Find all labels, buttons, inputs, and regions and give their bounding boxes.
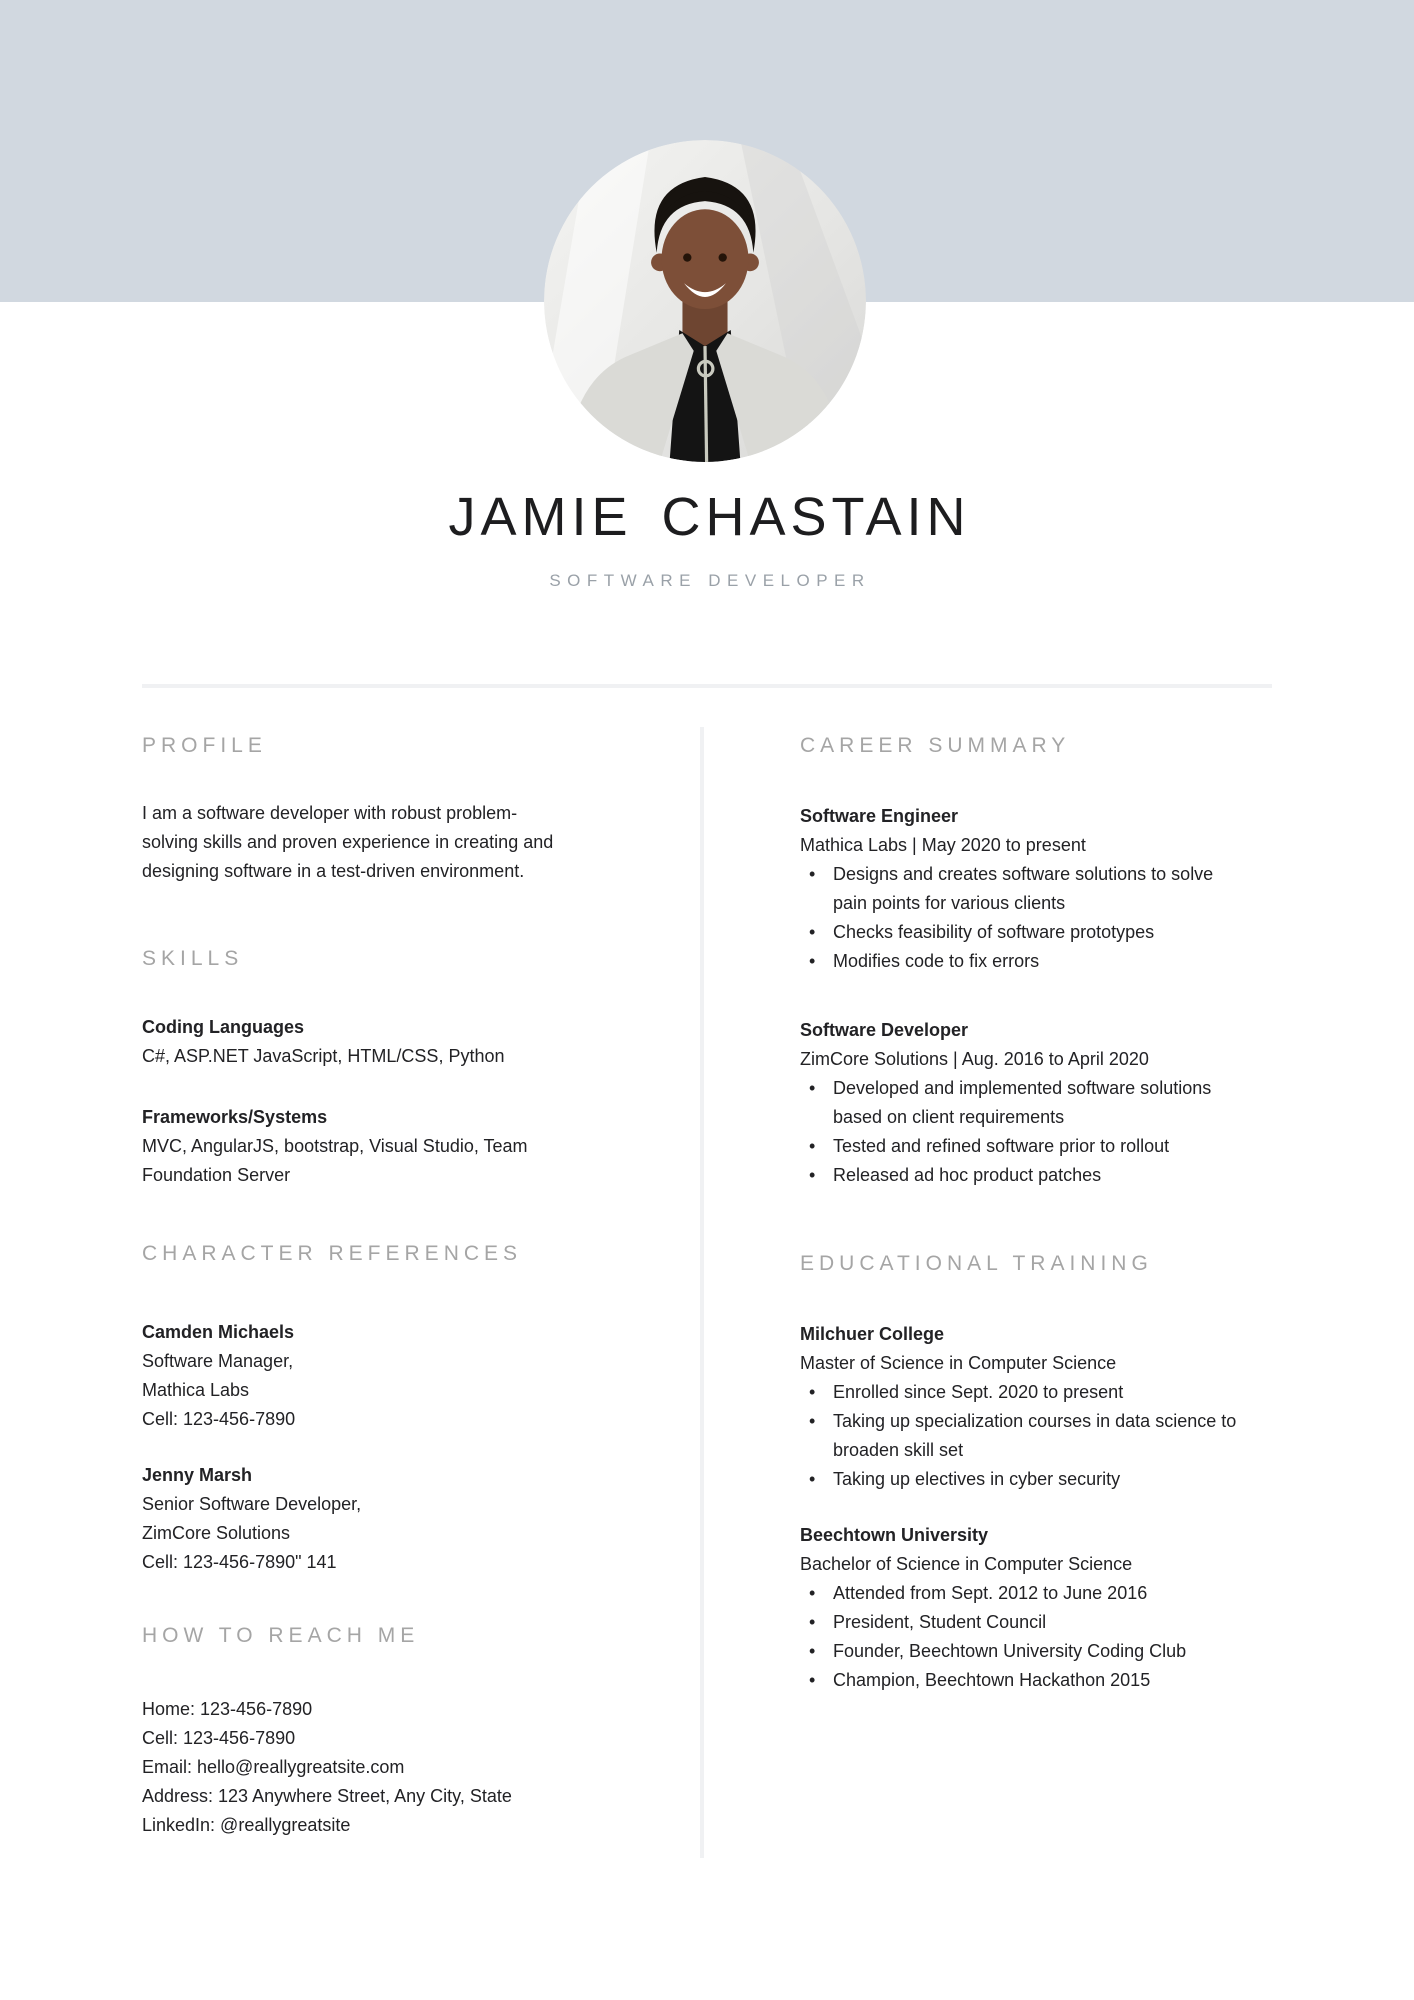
skill-group-label: Coding Languages: [142, 1017, 304, 1037]
school-entry: [800, 1521, 1240, 1695]
bullet-item: • Tested and refined software prior to rollout: [800, 1132, 1240, 1161]
profile-text: I am a software developer with robust problem-solving skills and proven experience in creating and designing software in a test-driven environment.: [142, 803, 554, 881]
job-entry: [800, 802, 1240, 976]
skill-group-items: MVC, AngularJS, bootstrap, Visual Studio, Team Foundation Server: [142, 1136, 528, 1185]
right-column: [800, 727, 1240, 1695]
left-column: [142, 727, 557, 1840]
skills-heading: SKILLS: [142, 947, 244, 970]
job-entry: [800, 1016, 1240, 1190]
contact-line-linkedin: LinkedIn: @reallygreatsite: [142, 1815, 351, 1835]
school-degree: Bachelor of Science in Computer Science: [800, 1554, 1133, 1574]
school-degree: Master of Science in Computer Science: [800, 1353, 1117, 1373]
page-title: JAMIE CHASTAIN: [448, 487, 971, 547]
school-entry: [800, 1320, 1240, 1494]
bullet-item: • Attended from Sept. 2012 to June 2016: [800, 1579, 1240, 1608]
job-title: SOFTWARE DEVELOPER: [549, 571, 871, 590]
bullet-item: • Designs and creates software solutions to solve pain points for various clients: [800, 860, 1240, 918]
bullet-item: • Modifies code to fix errors: [800, 947, 1240, 976]
school-name: Milchuer College: [800, 1324, 945, 1344]
bullet-item: • Checks feasibility of software prototypes: [800, 918, 1240, 947]
reference-company: Mathica Labs: [142, 1380, 250, 1400]
job-meta-line: ZimCore Solutions | Aug. 2016 to April 2020: [800, 1049, 1149, 1069]
education-heading: EDUCATIONAL TRAINING: [800, 1252, 1153, 1275]
references-heading: CHARACTER REFERENCES: [142, 1242, 523, 1265]
reference-name: Camden Michaels: [142, 1322, 295, 1342]
reference-role: Senior Software Developer,: [142, 1494, 362, 1514]
bullet-item: • President, Student Council: [800, 1608, 1240, 1637]
reference-entry: [142, 1461, 557, 1577]
header-divider: [142, 684, 1272, 688]
reference-entry: [142, 1318, 557, 1434]
avatar-illustration: [544, 140, 866, 462]
job-title-line: Software Developer: [800, 1020, 969, 1040]
profile-heading: PROFILE: [142, 734, 267, 757]
reference-phone: Cell: 123-456-7890: [142, 1409, 296, 1429]
reference-phone: Cell: 123-456-7890" 141: [142, 1552, 337, 1572]
profile-section: [142, 733, 557, 886]
references-section: [142, 1241, 557, 1577]
skill-group: [142, 1013, 557, 1071]
contact-section: [142, 1623, 557, 1840]
career-heading: CAREER SUMMARY: [800, 734, 1071, 757]
skill-group-label: Frameworks/Systems: [142, 1107, 328, 1127]
contact-line-address: Address: 123 Anywhere Street, Any City, State: [142, 1786, 512, 1806]
reference-name: Jenny Marsh: [142, 1465, 253, 1485]
job-meta-line: Mathica Labs | May 2020 to present: [800, 835, 1086, 855]
contact-lines: [142, 1695, 557, 1840]
bullet-item: • Champion, Beechtown Hackathon 2015: [800, 1666, 1240, 1695]
bullet-item: • Enrolled since Sept. 2020 to present: [800, 1378, 1240, 1407]
reference-role: Software Manager,: [142, 1351, 294, 1371]
contact-heading: HOW TO REACH ME: [142, 1624, 420, 1647]
profile-photo: [544, 140, 866, 462]
school-name: Beechtown University: [800, 1525, 989, 1545]
bullet-item: • Founder, Beechtown University Coding Club: [800, 1637, 1240, 1666]
skill-group: [142, 1103, 557, 1190]
bullet-item: • Released ad hoc product patches: [800, 1161, 1240, 1190]
bullet-item: • Taking up electives in cyber security: [800, 1465, 1240, 1494]
reference-company: ZimCore Solutions: [142, 1523, 291, 1543]
contact-line-cell: Cell: 123-456-7890: [142, 1728, 296, 1748]
skills-section: [142, 946, 557, 1190]
career-section: [800, 733, 1240, 1190]
bullet-item: • Taking up specialization courses in data science to broaden skill set: [800, 1407, 1240, 1465]
job-title-line: Software Engineer: [800, 806, 959, 826]
bullet-item: • Developed and implemented software solutions based on client requirements: [800, 1074, 1240, 1132]
skill-group-items: C#, ASP.NET JavaScript, HTML/CSS, Python: [142, 1046, 505, 1066]
contact-line-email: Email: hello@reallygreatsite.com: [142, 1757, 405, 1777]
column-divider: [700, 727, 704, 1858]
education-section: [800, 1251, 1240, 1695]
contact-line-home: Home: 123-456-7890: [142, 1699, 313, 1719]
